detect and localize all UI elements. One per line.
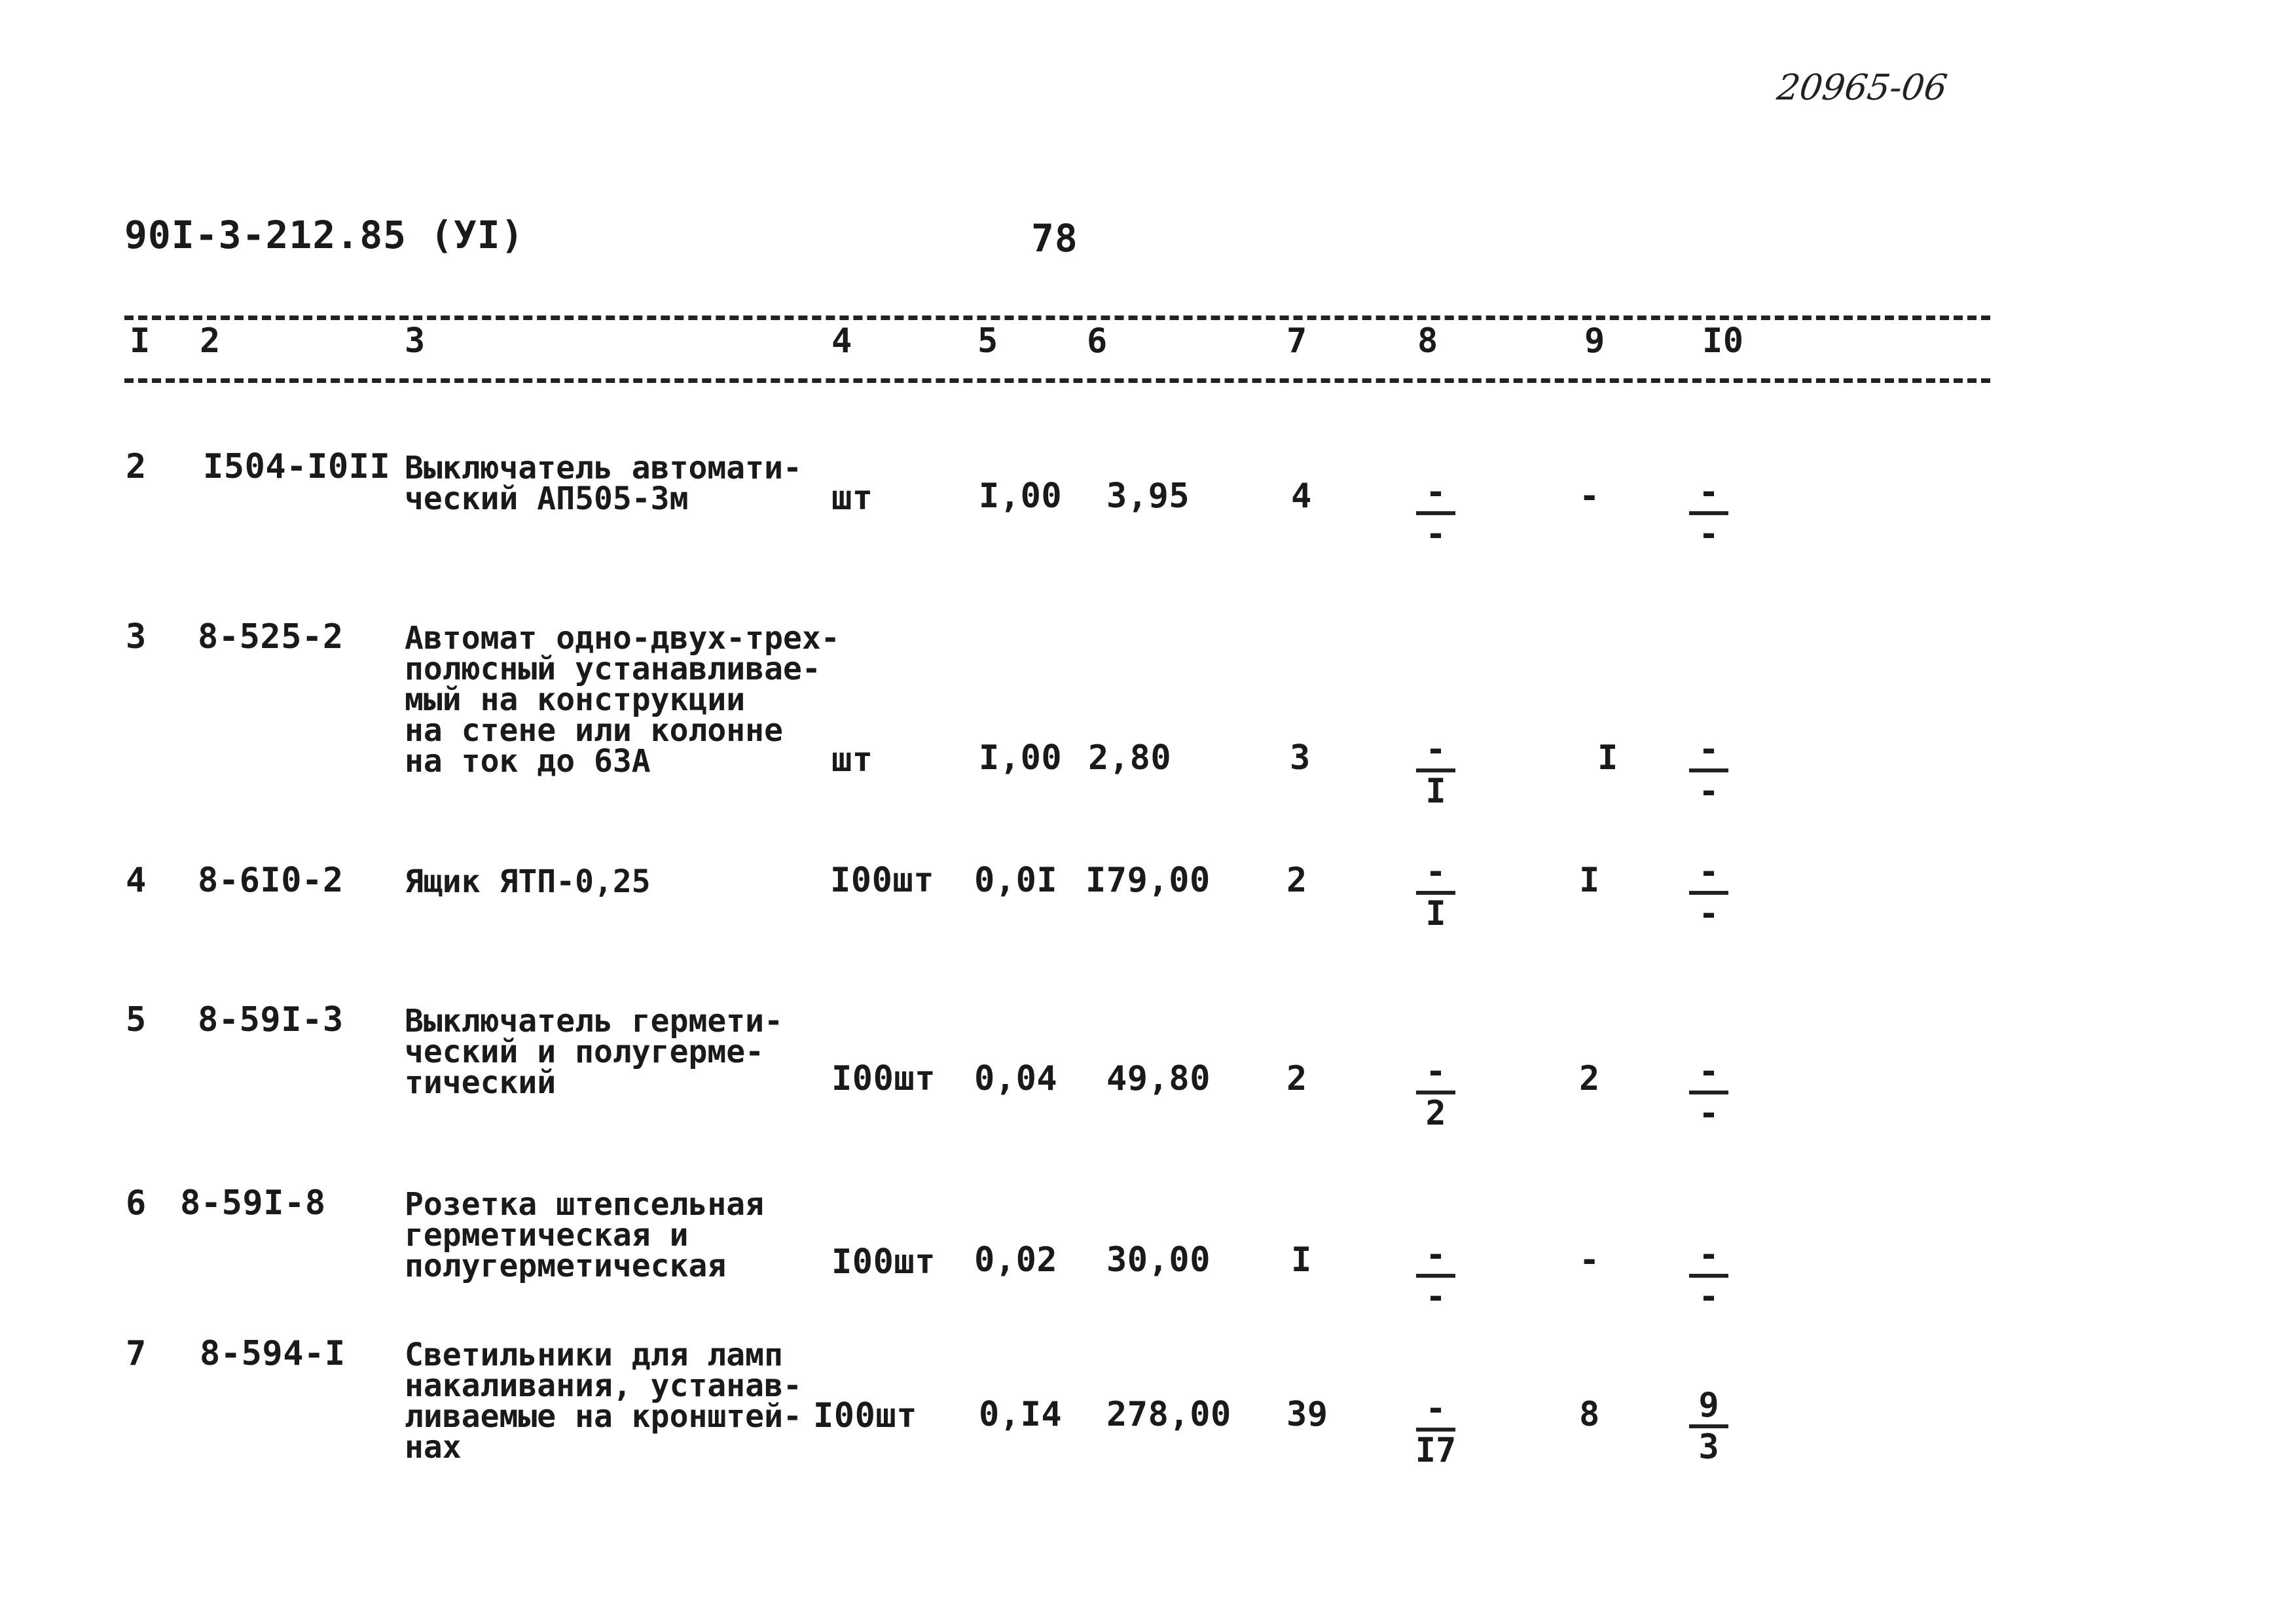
norm-value: 3,95	[1106, 477, 1190, 516]
norm-value: 278,00	[1106, 1395, 1231, 1434]
fraction-numerator: -	[1425, 1052, 1446, 1091]
fraction-numerator: -	[1698, 1235, 1719, 1274]
fraction-denominator: I	[1425, 772, 1446, 811]
row-number: 3	[126, 617, 147, 657]
row-number: 7	[126, 1334, 147, 1373]
column-7-value: 2	[1286, 1059, 1307, 1098]
description-line: герметическая и	[405, 1217, 689, 1254]
description-line: на стене или колонне	[405, 712, 783, 749]
column-8-fraction	[1410, 475, 1462, 552]
quantity: 0,0I	[974, 861, 1058, 900]
page-number: 78	[1031, 216, 1078, 261]
item-description	[405, 1186, 765, 1284]
unit: шт	[831, 478, 873, 518]
column-8-fraction	[1410, 1054, 1462, 1131]
norm-value: 2,80	[1088, 738, 1172, 778]
header-top-rule	[124, 316, 1990, 320]
fraction-numerator: -	[1425, 473, 1446, 512]
norm-value: 49,80	[1106, 1059, 1211, 1098]
quantity: 0,I4	[979, 1395, 1063, 1434]
description-line: нах	[405, 1429, 462, 1466]
description-line: Выключатель автомати-	[405, 450, 802, 486]
column-10-fraction	[1683, 1388, 1735, 1465]
column-9-value: I	[1597, 738, 1618, 778]
column-9-value: I	[1579, 861, 1600, 900]
column-9-value: -	[1579, 477, 1600, 516]
price-code: 8-59I-3	[198, 1000, 344, 1039]
column-7-value: 39	[1286, 1395, 1328, 1434]
item-description	[405, 450, 802, 517]
item-description	[405, 1003, 783, 1101]
fraction-denominator: -	[1698, 1094, 1719, 1133]
description-line: накаливания, устанав-	[405, 1367, 802, 1404]
price-code: I504-I0II	[203, 447, 391, 486]
description-line: полюсный устанавливае-	[405, 651, 821, 687]
fraction-denominator: -	[1698, 1277, 1719, 1316]
description-line: мый на конструкции	[405, 681, 746, 718]
description-line: Розетка штепсельная	[405, 1186, 765, 1223]
column-9-value: 2	[1579, 1059, 1600, 1098]
column-header-7: 7	[1286, 321, 1307, 361]
column-header-2: 2	[200, 321, 221, 361]
quantity: 0,02	[974, 1240, 1058, 1280]
row-number: 2	[126, 447, 147, 486]
header-bottom-rule	[124, 378, 1990, 383]
row-number: 5	[126, 1000, 147, 1039]
item-description	[405, 1337, 802, 1466]
fraction-numerator: -	[1698, 730, 1719, 769]
column-header-4: 4	[831, 321, 852, 361]
fraction-denominator: -	[1698, 514, 1719, 554]
description-line: полугерметическая	[405, 1248, 727, 1284]
column-8-fraction	[1410, 732, 1462, 809]
fraction-denominator: -	[1698, 894, 1719, 933]
description-line: на ток до 63А	[405, 743, 651, 780]
unit: I00шт	[813, 1396, 918, 1435]
column-header-3: 3	[405, 321, 426, 361]
column-7-value: 2	[1286, 861, 1307, 900]
column-8-fraction	[1410, 1237, 1462, 1314]
unit: I00шт	[831, 1242, 936, 1282]
description-line: Выключатель гермети-	[405, 1003, 783, 1039]
column-header-1: I	[130, 321, 151, 361]
fraction-denominator: -	[1698, 772, 1719, 811]
fraction-numerator: -	[1425, 852, 1446, 892]
item-description	[405, 863, 651, 900]
document-code: 90I-3-212.85 (УI)	[124, 213, 524, 257]
fraction-numerator: -	[1698, 473, 1719, 512]
column-8-fraction	[1410, 1391, 1462, 1468]
quantity: 0,04	[974, 1059, 1058, 1098]
column-header-5: 5	[977, 321, 998, 361]
fraction-numerator: 9	[1698, 1386, 1719, 1425]
description-line: ливаемые на кронштей-	[405, 1398, 802, 1435]
fraction-denominator: -	[1425, 514, 1446, 554]
price-code: 8-594-I	[200, 1334, 346, 1373]
column-10-fraction	[1683, 475, 1735, 552]
description-line: ческий АП505-3м	[405, 480, 689, 517]
unit: I00шт	[831, 1059, 936, 1098]
price-code: 8-6I0-2	[198, 861, 344, 900]
column-10-fraction	[1683, 1237, 1735, 1314]
column-header-10: I0	[1702, 321, 1744, 361]
column-header-6: 6	[1087, 321, 1108, 361]
column-9-value: 8	[1579, 1395, 1600, 1434]
column-9-value: -	[1579, 1240, 1600, 1280]
description-line: Ящик ЯТП-0,25	[405, 863, 651, 900]
fraction-numerator: -	[1698, 852, 1719, 892]
fraction-denominator: I	[1425, 894, 1446, 933]
price-code: 8-525-2	[198, 617, 344, 657]
column-10-fraction	[1683, 732, 1735, 809]
fraction-numerator: -	[1425, 1235, 1446, 1274]
column-10-fraction	[1683, 1054, 1735, 1131]
column-7-value: I	[1291, 1240, 1312, 1280]
row-number: 4	[126, 861, 147, 900]
column-7-value: 4	[1291, 477, 1312, 516]
fraction-numerator: -	[1698, 1052, 1719, 1091]
row-number: 6	[126, 1183, 147, 1223]
fraction-denominator: I7	[1415, 1431, 1457, 1470]
fraction-denominator: -	[1425, 1277, 1446, 1316]
description-line: ческий и полугерме-	[405, 1034, 765, 1070]
norm-value: I79,00	[1085, 861, 1211, 900]
column-8-fraction	[1410, 854, 1462, 931]
fraction-denominator: 3	[1698, 1428, 1719, 1467]
column-10-fraction	[1683, 854, 1735, 931]
item-description	[405, 620, 840, 780]
unit: шт	[831, 740, 873, 780]
price-code: 8-59I-8	[180, 1183, 326, 1223]
description-line: тический	[405, 1064, 556, 1101]
quantity: I,00	[979, 477, 1063, 516]
column-header-9: 9	[1584, 321, 1605, 361]
fraction-denominator: 2	[1425, 1094, 1446, 1133]
quantity: I,00	[979, 738, 1063, 778]
description-line: Светильники для ламп	[405, 1337, 783, 1373]
fraction-numerator: -	[1425, 1389, 1446, 1428]
column-header-8: 8	[1417, 321, 1438, 361]
column-7-value: 3	[1290, 738, 1311, 778]
description-line: Автомат одно-двух-трех-	[405, 620, 840, 657]
norm-value: 30,00	[1106, 1240, 1211, 1280]
unit: I00шт	[830, 861, 935, 900]
fraction-numerator: -	[1425, 730, 1446, 769]
archive-stamp-number: 20965-06	[1774, 67, 1950, 108]
